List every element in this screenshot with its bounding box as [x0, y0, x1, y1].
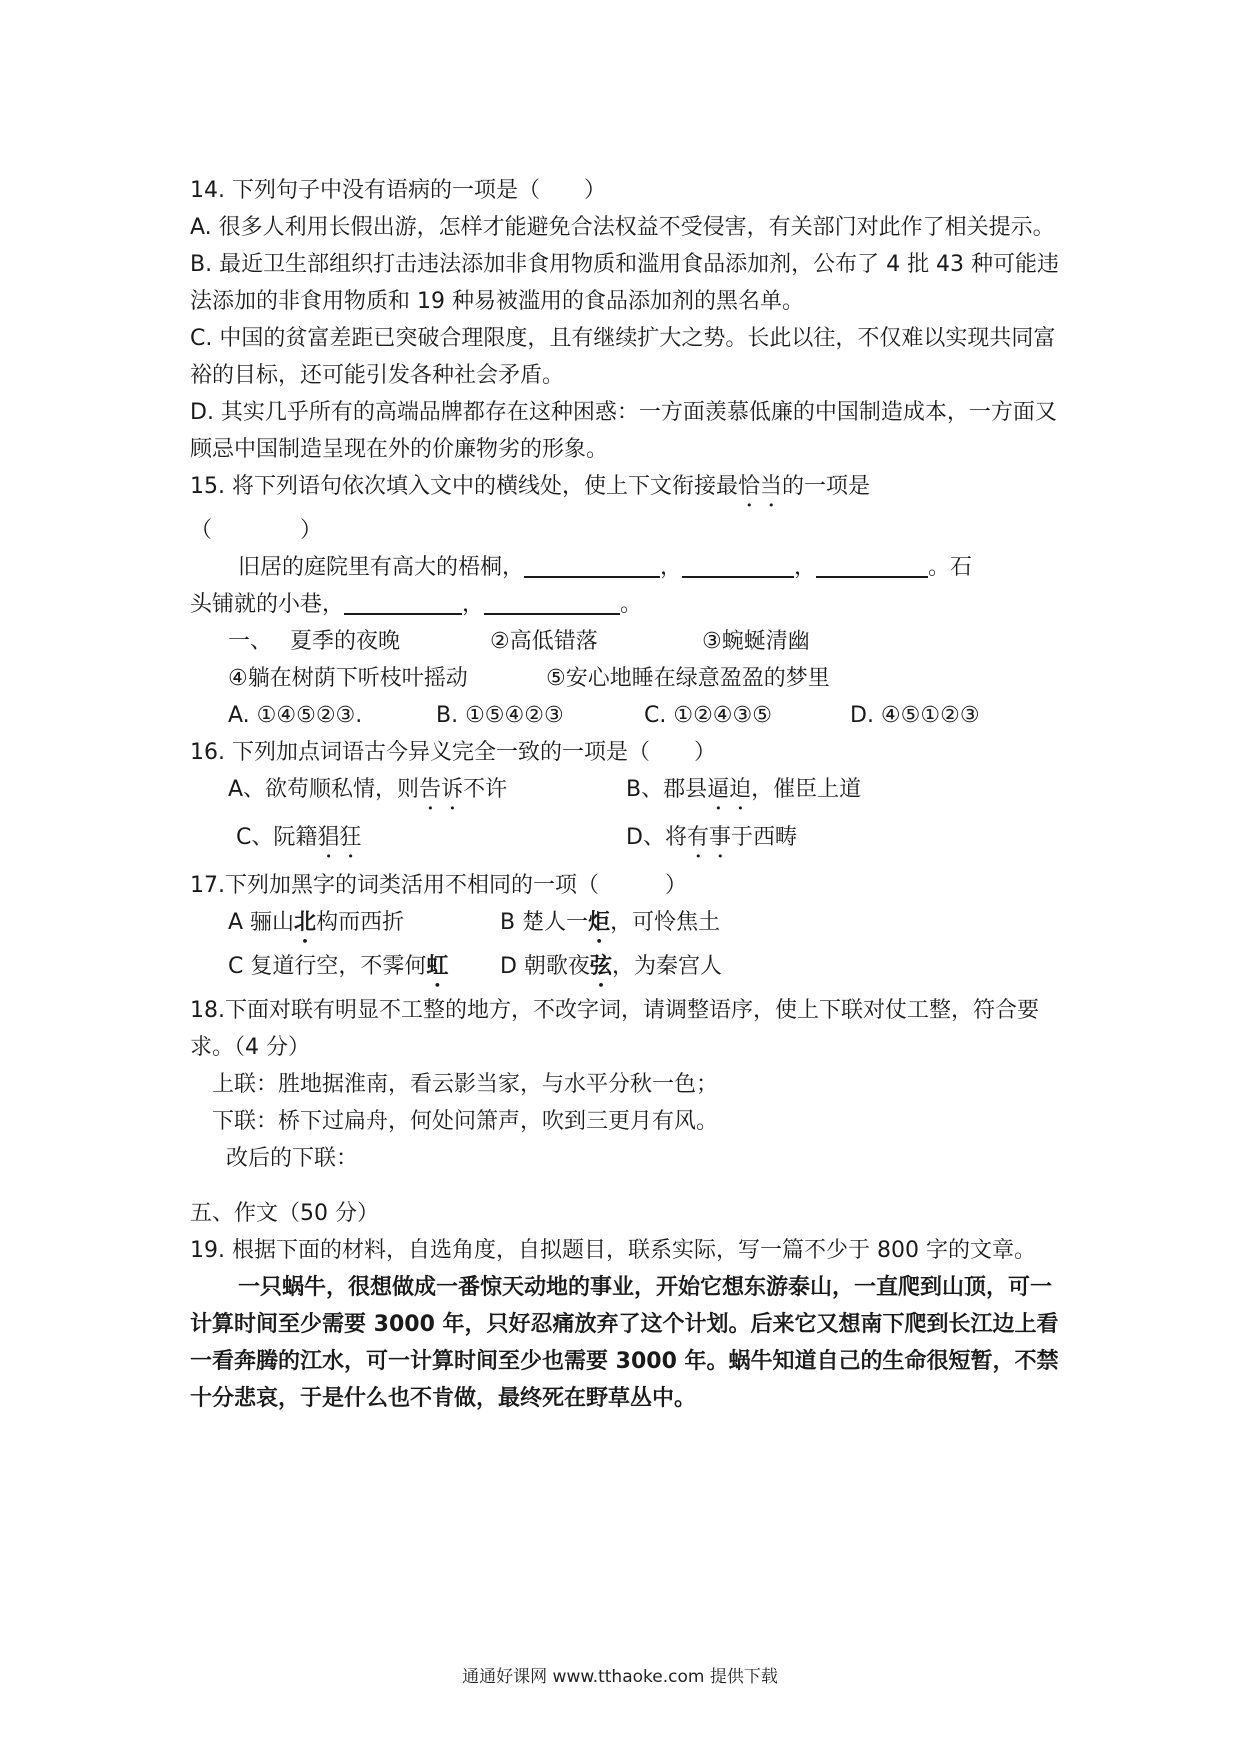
q15-options: [190, 697, 1060, 734]
q16-a-pre: A、欲苟顺私情，则: [228, 777, 420, 802]
q17-b-pre: B 楚人一: [500, 910, 589, 935]
q15-item-1: 一、 夏季的夜晚: [228, 629, 400, 654]
section-gap: [190, 1177, 1060, 1195]
q17-b-post: ，可怜焦土: [610, 910, 721, 935]
q15-blank-3: [816, 552, 928, 578]
exam-content: [190, 172, 1060, 1417]
q15-period-2: 。: [620, 592, 643, 617]
q16-c-dotted: 猖狂: [317, 825, 362, 850]
q15-stem: [190, 468, 1060, 512]
q15-blank-2: [682, 552, 794, 578]
q16-option-c: [236, 819, 626, 863]
q15-passage-line1: [190, 549, 1060, 586]
q15-answer-paren: （ ）: [190, 518, 323, 543]
q15-comma: ，: [462, 592, 485, 617]
q15-stem-pre: 15. 将下列语句依次填入文中的横线处，使上下文衔接最: [190, 474, 738, 499]
q16-a-dotted: 告诉: [419, 777, 464, 802]
q14-option-c: C. 中国的贫富差距已突破合理限度，且有继续扩大之势。长此以往，不仅难以实现共同富裕的目标，还可能引发各种社会矛盾。: [190, 326, 1056, 388]
q16-option-d: [626, 819, 797, 863]
q15-passage-line2: [190, 586, 1060, 623]
q17-a-bold: 北: [294, 910, 317, 935]
q16-b-dotted: 逼迫: [707, 777, 752, 802]
q14-option-b: B. 最近卫生部组织打击违法添加非食用物质和滥用食品添加剂，公布了 4 批 43 种可能违法添加的非食用物质和 19 种易被滥用的食品添加剂的黑名单。: [190, 252, 1060, 314]
q17-stem: 17.下列加黑字的词类活用不相同的一项（ ）: [190, 873, 687, 898]
q17-option-b: [500, 904, 720, 948]
q16-d-pre: D、将: [626, 825, 687, 850]
q15-blank-1: [524, 552, 660, 578]
section5-title: 五、作文（50 分）: [190, 1201, 379, 1226]
q16-d-dotted: 有事: [686, 825, 731, 850]
q17-d-pre: D 朝歌夜: [500, 954, 590, 979]
q16-b-pre: B、郡县: [626, 777, 708, 802]
q18-upper-couplet: 上联：胜地据淮南，看云影当家，与水平分秋一色；: [212, 1072, 719, 1097]
q15-items-row1: [190, 623, 1060, 660]
q19-material: 一只蜗牛，很想做成一番惊天动地的事业，开始它想东游泰山，一直爬到山顶，可一计算时间至少需要 3000 年，只好忍痛放弃了这个计划。后来它又想南下爬到长江边上看一看奔腾的江水，可一计算时间至少也需要 3000 年。蜗牛知道自己的生命很短暂，不禁十分悲哀，于是什么也不肯做，最终死在野草丛中。: [190, 1275, 1059, 1411]
q17-a-pre: A 骊山: [228, 910, 295, 935]
q15-period-1: 。石: [928, 555, 973, 580]
q14-option-a: A. 很多人利用长假出游，怎样才能避免合法权益不受侵害，有关部门对此作了相关提示。: [190, 215, 1055, 240]
q15-passage-text2: 头铺就的小巷，: [190, 592, 345, 617]
q15-option-c: C. ①②④③⑤: [644, 703, 772, 728]
q18-stem: 18.下面对联有明显不工整的地方，不改字词，请调整语序，使上下联对仗工整，符合要求。（4 分）: [190, 998, 1039, 1060]
q16-a-post: 不许: [463, 777, 508, 802]
q17-option-c: [228, 948, 500, 992]
q15-stem-post: 的一项是: [782, 474, 871, 499]
q16-b-post: ，催臣上道: [751, 777, 862, 802]
q15-item-2: ②高低错落: [490, 629, 598, 654]
q15-blank-5: [484, 589, 620, 615]
q17-b-bold: 炬: [588, 910, 611, 935]
q15-item-3: ③蜿蜒清幽: [702, 629, 810, 654]
q19-stem: 19. 根据下面的材料，自选角度，自拟题目，联系实际，写一篇不少于 800 字的文章。: [190, 1238, 1036, 1263]
q16-row1: [190, 771, 1060, 815]
q15-stem-dotted: 恰当: [737, 474, 782, 499]
q18-revised-label: 改后的下联：: [226, 1146, 359, 1171]
q17-option-a: [228, 904, 500, 948]
q17-row1: [190, 904, 1060, 948]
q17-c-pre: C 复道行空，不霁何: [228, 954, 427, 979]
q14-option-d: D. 其实几乎所有的高端品牌都存在这种困惑：一方面羡慕低廉的中国制造成本，一方面又顾忌中国制造呈现在外的价廉物劣的形象。: [190, 400, 1057, 462]
q17-d-bold: 弦: [589, 954, 612, 979]
q15-option-d: D. ④⑤①②③: [850, 703, 980, 728]
q15-items-row2: [190, 660, 1060, 697]
q17-c-bold: 虹: [426, 954, 449, 979]
q17-option-d: [500, 948, 722, 992]
q16-option-a: [228, 771, 626, 815]
q15-option-b: B. ①⑤④②③: [436, 703, 564, 728]
q15-comma: ，: [794, 555, 817, 580]
q16-c-pre: C、阮籍: [236, 825, 318, 850]
q16-option-b: [626, 771, 861, 815]
q16-row2: [190, 819, 1060, 863]
q15-item-4: ④躺在树荫下听枝叶摇动: [228, 666, 468, 691]
q16-d-post: 于西畴: [730, 825, 797, 850]
q17-row2: [190, 948, 1060, 992]
q15-blank-4: [344, 589, 462, 615]
q17-d-post: ，为秦宫人: [611, 954, 722, 979]
q15-item-5: ⑤安心地睡在绿意盈盈的梦里: [546, 666, 830, 691]
q16-stem: 16. 下列加点词语古今异义完全一致的一项是（ ）: [190, 740, 716, 765]
q15-comma: ，: [660, 555, 683, 580]
footer-source: 通通好课网 www.tthaoke.com 提供下载: [462, 1667, 778, 1687]
q17-a-post: 构而西折: [316, 910, 405, 935]
q15-passage-text1: 旧居的庭院里有高大的梧桐，: [238, 555, 525, 580]
q15-option-a: A. ①④⑤②③.: [228, 703, 363, 728]
q18-lower-couplet: 下联：桥下过扁舟，何处问箫声，吹到三更月有风。: [212, 1109, 719, 1134]
q14-stem: 14. 下列句子中没有语病的一项是（ ）: [190, 178, 606, 203]
